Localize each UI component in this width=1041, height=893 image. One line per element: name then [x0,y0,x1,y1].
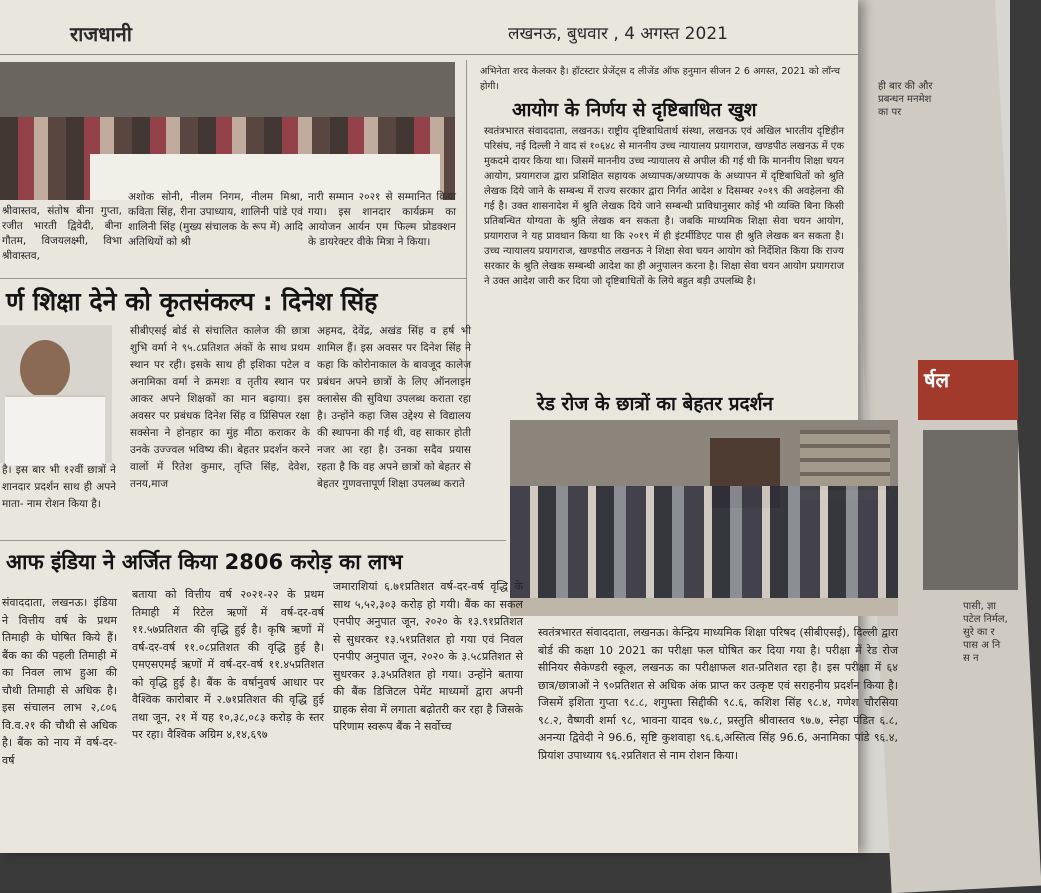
students-photo [510,420,898,616]
redrose-headline: रेड रोज के छात्रों का बेहतर प्रदर्शन [537,393,774,415]
bank-col0: संवाददाता, लखनऊ। इंडिया ने वित्तीय वर्ष के प्रथम तिमाही के घोषित किये हैं। बैंक का की पहली तिमाही में का निवल लाभ हुआ की चौथी तिमाही से अधिक है। इस संचालन लाभ २,८०६ वि.व.२१ की चौथी से अधिक है। बैंक को नाय में वर्ष-दर-वर्ष [2,596,117,767]
dateline: लखनऊ, बुधवार , 4 अगस्त 2021 [508,24,728,44]
adjacent-red-badge: र्षल [918,360,1018,420]
dinesh-col1: सीबीएसई बोर्ड से संचालित कालेज की छात्रा शुभि वर्मा ने ९५.८प्रतिशत अंकों के साथ प्रथम स्थान पर रही। इसके साथ ही इशिका पटेल व अनामिका वर्मा ने क्रमशः व तृतीय स्थान पर आकर अपने शिक्षकों का मान बढ़ाया। इस अवसर पर प्रबंधक दिनेश सिंह व प्रिंसिपल रक्षा सक्सेना ने होनहार का मुंह मीठा कराकर के उनके उज्ज्वल भविष्य की। बेहतर प्रदर्शन करने वालों में रितेश कुमार, तृप्ति सिंह, देवेश, तनय,माज [130,325,310,490]
portrait-photo [0,325,112,463]
redrose-body: स्वतंत्रभारत संवाददाता, लखनऊ। केन्द्रिय माध्यमिक शिक्षा परिषद (सीबीएसई), दिल्ली द्वारा बोर्ड की कक्षा 10 2021 का परीक्षा फल घोषित कर दिया गया है। परीक्षा में रेड रोज सीनियर सैकेण्डरी स्कूल, लखनऊ का परीक्षाफल शत-प्रतिशत रहा है। इस परीक्षा में ६४ छात्र/छात्राओं ने ९०प्रतिशत से अधिक अंक प्राप्त कर उत्कृष्ट एवं सराहनीय प्रदर्शन किया है। जिसमें इशिता गुप्ता ९८.८, शगुफ्ता सिद्दीकी ९८.६, कशिश सिंह ९८.४, गणेश चौरसिया ९८.२, वैष्णवी शर्मा ९८, भावना यादव ९७.८, प्रस्तुति श्रीवास्तव ९७.७, स्नेहा पंडित ६.८, अनन्या द्विवेदी ने 96.6, सृष्टि कुशवाहा ९६.६,अस्तित्व सिंह 96.6, अनामिका पांडे ९६.४, प्रियांश उपाध्याय ९६.२प्रतिशत से नाम रोशन किया। [538,626,898,762]
group-photo [0,62,455,200]
portrait-face [20,340,70,398]
headline-rule [0,540,506,541]
photo-floor [510,598,898,616]
bank-col2: जमाराशियां ६.७१प्रतिशत वर्ष-दर-वर्ष वृद्धि के साथ ५,५२,३०३ करोड़ हो गयी। बैंक का सकल एनपीए अनुपात जून, २०२० के १३.९१प्रतिशत से सुधरकर १३.५१प्रतिशत हो गया एवं निवल एनपीए अनुपात जून, २०२० के ३.५८प्रतिशत से सुधरकर ३.३५प्रतिशत हो गया। उन्होंने बताया की बैंक डिजिटल पेमेंट माध्यमों द्वारा अपनी ग्राहक सेवा में लगाता बढ़ोतरी कर रहा है जिसके परिणाम स्वरूप बैंक ने सर्वोच्च [333,580,523,733]
headline-rule [0,278,466,279]
dinesh-col0: है। इस बार भी १२वीं छात्रों ने शानदार प्रदर्शन साथ ही अपने माता- नाम रोशन किया है। [2,464,116,510]
page-header [0,0,858,55]
ayog-body: स्वतंत्रभारत संवाददाता, लखनऊ। राष्ट्रीय दृष्टिबाधितार्थ संस्था, लखनऊ एवं अखिल भारतीय दृष्टिहीन परिसंघ, नई दिल्ली ने वाद सं १०६४८ से माननीय उच्च न्यायालय प्रयागराज, खण्डपीठ लखनऊ में एक मुकदमे दायर किया था। जिसमें माननीय उच्च न्यायालय से अपील की गई थी कि माननीय शिक्षा चयन आयोग, प्रयागराज द्वारा प्रशिक्षित सहायक अध्यापक/अध्यापक के अध्यापन में दृष्टिबाधितों को श्रुति लेखक दिये जाने के सम्बन्ध में राज्य सरकार द्वारा निर्गत आदेश ४ दिसम्बर २०१९ की अवहेलना की गई है। उक्त शासनादेश में श्रुति लेखक दिये जाने सम्बन्धी प्राविधानुसार कोई भी व्यक्ति बिना किसी प्रतिबन्धित योग्यता के श्रुति लेखक बन सकता है। जबकि माध्यमिक शिक्षा सेवा चयन आयोग, प्रयागराज ने यह प्रावधान किया था कि २०१९ में ही इंटर्मीडिएट पास ही श्रुति लेखक बन सकता है। उच्च न्यायालय प्रयागराज, खण्डपीठ लखनऊ ने शिक्षा सेवा चयन आयोग को निर्देशित किया कि राज्य सरकार के श्रुति लेखक सम्बन्धी आदेश का ही अनुपालन करना है। शिक्षा सेवा चयन आयोग प्रयागराज ने उक्त आदेश जारी कर दिया जो दृष्टिबाधितों के लिये बहुत बड़ी उपलब्धि है। [484,126,844,287]
dinesh-headline: र्ण शिक्षा देने को कृतसंकल्प : दिनेश सिंह [6,287,378,316]
bank-col1: बताया को वित्तीय वर्ष २०२१-२२ के प्रथम तिमाही में रिटेल ऋणों में वर्ष-दर-वर्ष ११.५७प्रतिशत की वृद्धि हुई है। कृषि ऋणों में वर्ष-दर-वर्ष ११.०८प्रतिशत की वृद्धि हुई है। एमएसएमई ऋणों में वर्ष-दर-वर्ष ११.४५प्रतिशत को वृद्धि हुई है। बैंक के वर्षानुवर्ष आधार पर वैश्विक कारोबार में २.७१प्रतिशत की वृद्धि हुई तथा जून, २१ में यह १०,३८,०८३ करोड़ के स्तर पर रहा। वैश्विक अग्रिम ४,१४,६९७ [132,588,324,741]
photo-students [510,486,898,616]
photo-caption-col3: नारी सम्मान २०२१ से सम्मानित किया गया। इस शानदार कार्यक्रम का आयोजन आर्यन एम फिल्म प्रोडक्शन के डायरेक्टर वीके मित्रा ने किया। [308,191,456,248]
dinesh-col2: अहमद, देवेंद्र, अखंड सिंह व हर्ष भी शामिल हैं। इस अवसर पर दिनेश सिंह ने कहा कि कोरोनाकाल के बावजूद कालेज प्रबंधन अपने छात्रों के लिए ऑनलाइन क्लासेस की सुविधा उपलब्ध कराता रहा है। उन्होंने कहा जिस उद्देश्य से विद्यालय की स्थापना की गई थी, वह साकार होती नजर आ रहा है। उनका सदैव प्रयास रहता है कि वह अपने छात्रों को बेहतर से बेहतर गुणवत्तापूर्ण शिक्षा उपलब्ध कराते [317,325,471,490]
bank-headline: आफ इंडिया ने अर्जित किया 2806 करोड़ का लाभ [6,550,403,574]
adjacent-text-col-b: पासी, ज्ञा पटेल निर्मल, सुरे का र पास अ नि स न [963,601,1008,664]
adjacent-text-col-a: ही बार की और प्रबन्धन मनमेश का पर [878,81,933,118]
photo-caption-col2: अशोक सोनी, नीलम निगम, नीलम मिश्रा, कविता सिंह, रीना उपाध्याय, शालिनी पांडे एवं शालिनी सिंह (मुख्य संचालक के रूप में) आदि अतिथियों को श्री [128,191,303,248]
portrait-shirt [5,395,105,465]
adjacent-photo [923,430,1018,590]
photo-caption-col1: श्रीवास्तव, संतोष बीना गुप्ता, रजीत भारती द्विवेदी, बीना गौतम, विजयलक्ष्मी, विभा श्रीवास्तव, [2,205,122,262]
top-right-caption: अभिनेता शरद केलकर है। हॉटस्टार प्रेजेंट्स द लीजेंड ऑफ हनुमान सीजन 2 6 अगस्त, 2021 को लॉन्च होगी। [480,66,840,92]
section-name: राजधानी [70,22,132,46]
ayog-headline: आयोग के निर्णय से दृष्टिबाधित खुश [512,99,757,121]
